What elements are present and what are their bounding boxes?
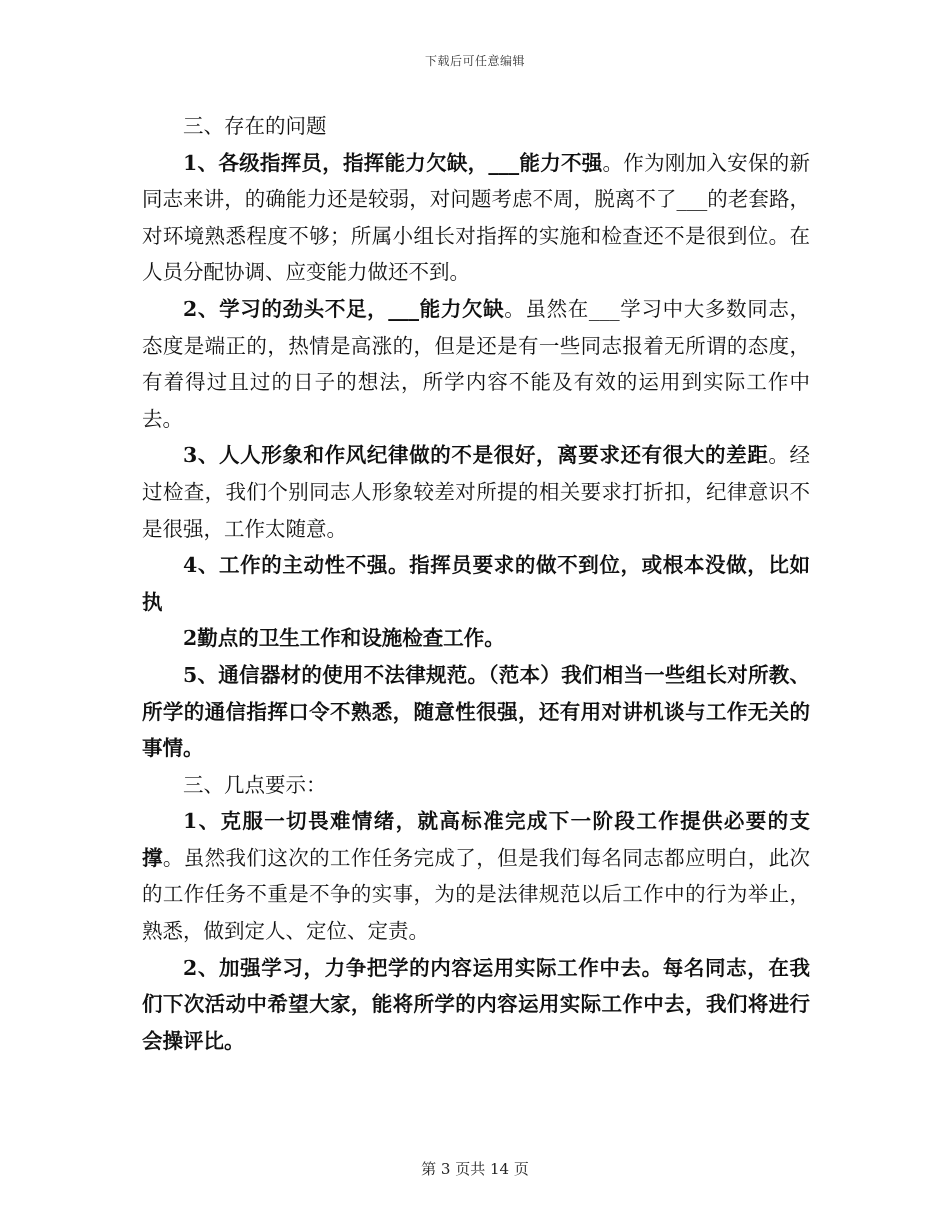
paragraph-requirement-2: 2、加强学习，力争把学的内容运用实际工作中去。每名同志，在我们下次活动中希望大家，能将所学的内容运用实际工作中去，我们将进行会操评比。 bbox=[142, 955, 810, 1053]
paragraph-problem-2 bbox=[142, 291, 810, 437]
paragraph-lead: 1、各级指挥员，指挥能力欠缺，___能力不强 bbox=[183, 150, 603, 175]
document-body bbox=[142, 108, 810, 1059]
paragraph-problem-4: 4、工作的主动性不强。指挥员要求的做不到位，或根本没做，比如执 bbox=[142, 553, 810, 614]
page-number-footer: 第 3 页共 14 页 bbox=[421, 1160, 529, 1178]
paragraph-text: 。虽然我们这次的工作任务完成了，但是我们每名同志都应明白，此次的工作任务不重是不争的实事，为的是法律规范以后工作中的行为举止，熟悉，做到定人、定位、定责。 bbox=[142, 845, 811, 944]
paragraph-problem-1 bbox=[142, 145, 810, 291]
paragraph-lead: 3、人人形象和作风纪律做的不是很好，离要求还有很大的差距 bbox=[183, 443, 769, 468]
section-heading-requirements: 三、几点要示： bbox=[183, 772, 327, 797]
paragraph-problem-5: 5、通信器材的使用不法律规范。（范本）我们相当一些组长对所教、所学的通信指挥口令不熟悉，随意性很强，还有用对讲机谈与工作无关的事情。 bbox=[142, 662, 810, 761]
paragraph-problem-3 bbox=[142, 437, 810, 547]
paragraph-requirement-1 bbox=[142, 803, 810, 949]
page-header: 下载后可任意编辑 bbox=[424, 54, 525, 68]
paragraph-text: 。虽然在___学习中大多数同志，态度是端正的，热情是高涨的，但是还是有一些同志报着无所谓的态度，有着得过且过的日子的想法，所学内容不能及有效的运用到实际工作中去。 bbox=[142, 296, 811, 431]
section-heading-problems: 三、存在的问题 bbox=[183, 114, 327, 138]
paragraph-text: 。作为刚加入安保的新同志来讲，的确能力还是较弱，对问题考虑不周，脱离不了___的老套路，对环境熟悉程度不够；所属小组长对指挥的实施和检查还不是很到位。在人员分配协调、应变能力做还不到。 bbox=[142, 150, 811, 285]
paragraph-text: 。经过检查，我们个别同志人形象较差对所提的相关要求打折扣，纪律意识不是很强，工作太随意。 bbox=[142, 443, 811, 541]
paragraph-lead: 1、克服一切畏难情绪，就高标准完成下一阶段工作提供必要的支撑 bbox=[142, 809, 810, 870]
paragraph-problem-4-continued: 2勤点的卫生工作和设施检查工作。 bbox=[183, 626, 505, 651]
paragraph-lead: 2、学习的劲头不足，___能力欠缺 bbox=[183, 296, 505, 321]
